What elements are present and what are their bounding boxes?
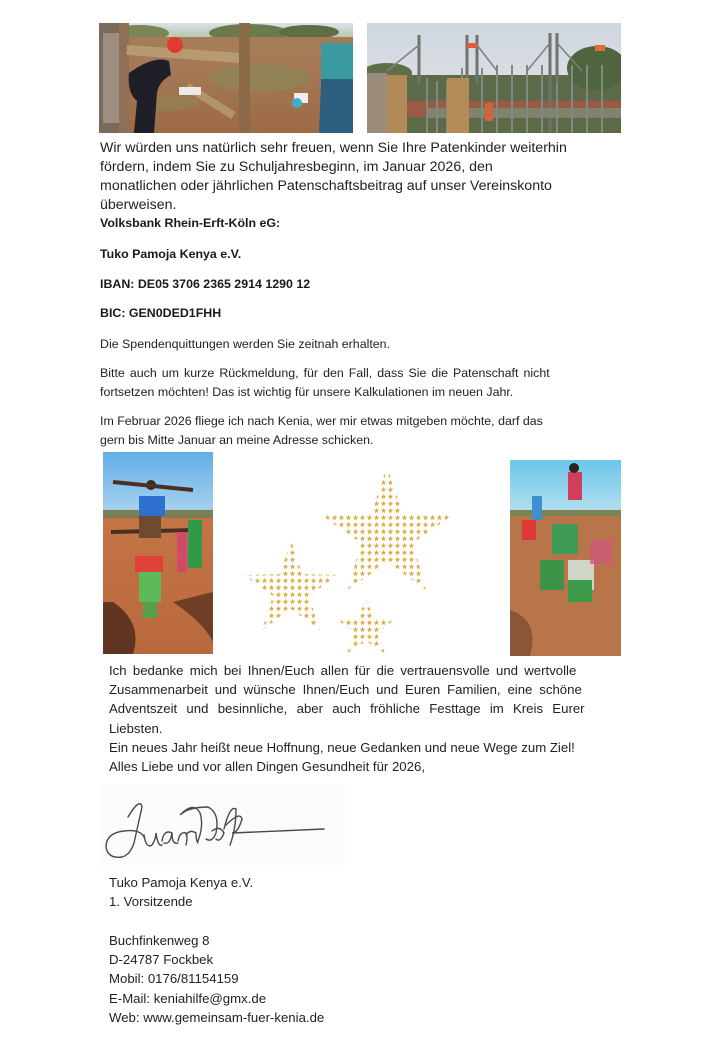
intro-line: fördern, indem Sie zu Schuljahresbeginn, im Januar 2026, den: [100, 159, 493, 175]
footer-signature-block: [109, 873, 253, 911]
children-human-pyramid-photo: [103, 452, 213, 654]
children-playing-on-field-photo: [510, 460, 621, 656]
feedback-paragraph: [100, 364, 614, 402]
handwritten-signature: [100, 785, 345, 865]
feedback-line: fortsetzen möchten! Das ist wichtig für unsere Kalkulationen im neuen Jahr.: [100, 385, 514, 399]
footer-city: D-24787 Fockbek: [109, 952, 214, 968]
thanks-line: Ich bedanke mich bei Ihnen/Euch allen für die vertrauensvolle und wertvolle: [109, 663, 577, 678]
footer-org: Tuko Pamoja Kenya e.V.: [109, 875, 254, 890]
feedback-line: Bitte auch um kurze Rückmeldung, für den Fall, dass Sie die Patenschaft nicht: [100, 366, 550, 380]
trip-line: gern bis Mitte Januar an meine Adresse schicken.: [100, 433, 374, 447]
trip-paragraph: [100, 412, 614, 450]
wishes-line: Alles Liebe und vor allen Dingen Gesundheit für 2026,: [109, 759, 425, 775]
receipts-paragraph: Die Spendenquittungen werden Sie zeitnah erhalten.: [100, 337, 391, 351]
worker-building-fence-photo: [99, 23, 353, 133]
golden-stars-cluster: [240, 458, 460, 656]
intro-paragraph: [100, 139, 620, 215]
thanks-line: Zusammenarbeit und wünsche Ihnen/Euch und Euren Familien, eine schöne: [109, 682, 582, 698]
footer-web[interactable]: Web: www.gemeinsam-fuer-kenia.de: [109, 1009, 325, 1025]
thanks-line: Adventszeit und besinnliche, aber auch fröhliche Festtage im Kreis Eurer: [109, 701, 585, 717]
intro-line: überweisen.: [100, 197, 177, 213]
large-star-icon: [321, 466, 453, 590]
intro-line: Wir würden uns natürlich sehr freuen, wenn Sie Ihre Patenkinder weiterhin: [100, 140, 567, 156]
medium-star-icon: [244, 540, 338, 630]
thanks-paragraph: [109, 661, 624, 776]
small-star-icon: [335, 596, 397, 654]
intro-line: monatlichen oder jährlichen Patenschaftsbeitrag auf unser Vereinskonto: [100, 178, 552, 194]
gate-with-electric-fence-photo: [367, 23, 621, 133]
iban: IBAN: DE05 3706 2365 2914 1290 12: [100, 277, 311, 291]
new-year-line: Ein neues Jahr heißt neue Hoffnung, neue Gedanken und neue Wege zum Ziel!: [109, 739, 575, 755]
thanks-line: Liebsten.: [109, 720, 163, 736]
footer-email[interactable]: E-Mail: keniahilfe@gmx.de: [109, 990, 267, 1006]
bic: BIC: GEN0DED1FHH: [100, 306, 222, 320]
footer-street: Buchfinkenweg 8: [109, 933, 210, 948]
footer-mobile: Mobil: 0176/81154159: [109, 971, 239, 987]
footer-contact-block: [109, 931, 324, 1027]
account-holder: Tuko Pamoja Kenya e.V.: [100, 247, 242, 261]
bank-name: Volksbank Rhein-Erft-Köln eG:: [100, 216, 281, 230]
trip-line: Im Februar 2026 fliege ich nach Kenia, wer mir etwas mitgeben möchte, darf das: [100, 414, 543, 428]
footer-role: 1. Vorsitzende: [109, 894, 193, 910]
